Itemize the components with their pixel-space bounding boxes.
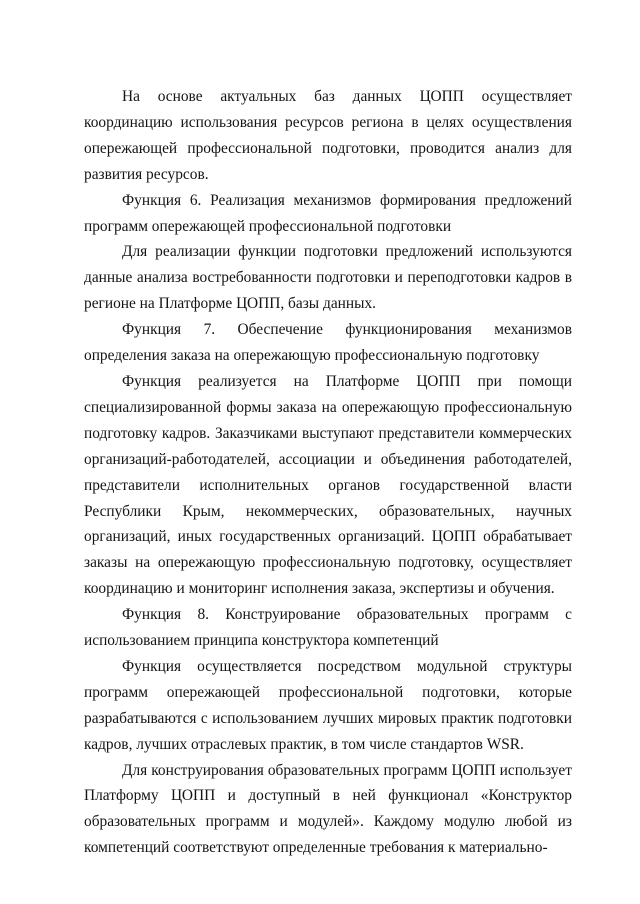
paragraph-function-8-heading: Функция 8. Конструирование образовательных программ с использованием принципа конструктора компетенций: [84, 606, 572, 650]
paragraph-function-7-heading: Функция 7. Обеспечение функционирования механизмов определения заказа на опережающую профессиональную подготовку: [84, 321, 572, 365]
paragraph-function-7-body: Функция реализуется на Платформе ЦОПП при помощи специализированной формы заказа на опережающую профессиональную подготовку кадров. Заказчиками выступают представители коммерческих организаций-работодателей, ассоциации и объединения работодателей, представители исполнительных органов государственной власти Республики Крым, некоммерческих, образовательных, научных организаций, иных государственных организаций. ЦОПП обрабатывает заказы на опережающую профессиональную подготовку, осуществляет координацию и мониторинг исполнения заказа, экспертизы и обучения.: [84, 372, 572, 598]
paragraph-function-6-body: Для реализации функции подготовки предложений используются данные анализа востребованности подготовки и переподготовки кадров в регионе на Платформе ЦОПП, базы данных.: [84, 243, 572, 313]
paragraph-function-8-body: Функция осуществляется посредством модульной структуры программ опережающей профессиональной подготовки, которые разрабатываются с использованием лучших мировых практик подготовки кадров, лучших отраслевых практик, в том числе стандартов WSR.: [84, 657, 572, 753]
paragraph-function-6-heading: Функция 6. Реализация механизмов формирования предложений программ опережающей профессиональной подготовки: [84, 191, 572, 235]
paragraph-constructor-platform: Для конструирования образовательных программ ЦОПП использует Платформу ЦОПП и доступный в ней функционал «Конструктор образовательных программ и модулей». Каждому модулю любой из компетенций соответствуют определенные требования к материально-: [84, 761, 572, 857]
document-body: [84, 84, 572, 861]
paragraph-resources-coordination: На основе актуальных баз данных ЦОПП осуществляет координацию использования ресурсов региона в целях осуществления опережающей профессиональной подготовки, проводится анализ для развития ресурсов.: [84, 88, 572, 183]
